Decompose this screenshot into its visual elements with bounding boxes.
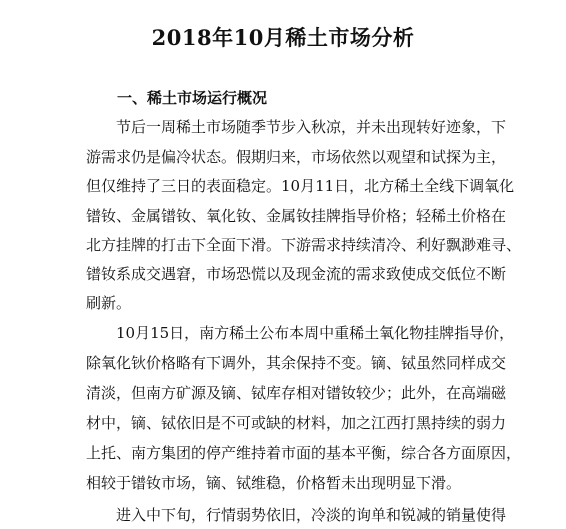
paragraph-line: 进入中下旬，行情弱势依旧，冷淡的询单和锐减的销量使得 xyxy=(116,506,507,524)
paragraph-line: 节后一周稀土市场随季节步入秋凉，并未出现转好迹象，下 xyxy=(116,118,507,136)
paragraph-line: 相较于镨钕市场，镝、铽维稳，价格暂未出现明显下滑。 xyxy=(86,474,462,492)
paragraph-line: 游需求仍是偏冷状态。假期归来，市场依然以观望和试探为主， xyxy=(86,148,507,166)
paragraph-line: 但仅维持了三日的表面稳定。10月11日，北方稀土全线下调氧化 xyxy=(86,177,515,195)
paragraph-line: 刷新。 xyxy=(86,294,132,312)
paragraph-line: 除氧化钬价格略有下调外，其余保持不变。镝、铽虽然同样成交 xyxy=(86,354,507,372)
document-title: 2018年10月稀土市场分析 xyxy=(151,25,415,50)
paragraph-line: 清淡，但南方矿源及镝、铽库存相对镨钕较少；此外，在高端磁 xyxy=(86,384,507,402)
paragraph-line: 北方挂牌的打击下全面下滑。下游需求持续清冷、利好飘渺难寻、 xyxy=(86,236,522,254)
paragraph-line: 镨钕、金属镨钕、氧化钕、金属钕挂牌指导价格；轻稀土价格在 xyxy=(86,207,507,225)
section-heading: 一、稀土市场运行概况 xyxy=(117,89,268,107)
paragraph-line: 10月15日，南方稀土公布本周中重稀土氧化物挂牌指导价， xyxy=(116,324,515,342)
paragraph-line: 镨钕系成交遇窘，市场恐慌以及现金流的需求致使成交低位不断 xyxy=(86,265,507,283)
paragraph-line: 上托、南方集团的停产维持着市面的基本平衡，综合各方面原因， xyxy=(86,444,522,462)
paragraph-line: 材中，镝、铽依旧是不可或缺的材料，加之江西打黑持续的弱力 xyxy=(86,414,507,432)
